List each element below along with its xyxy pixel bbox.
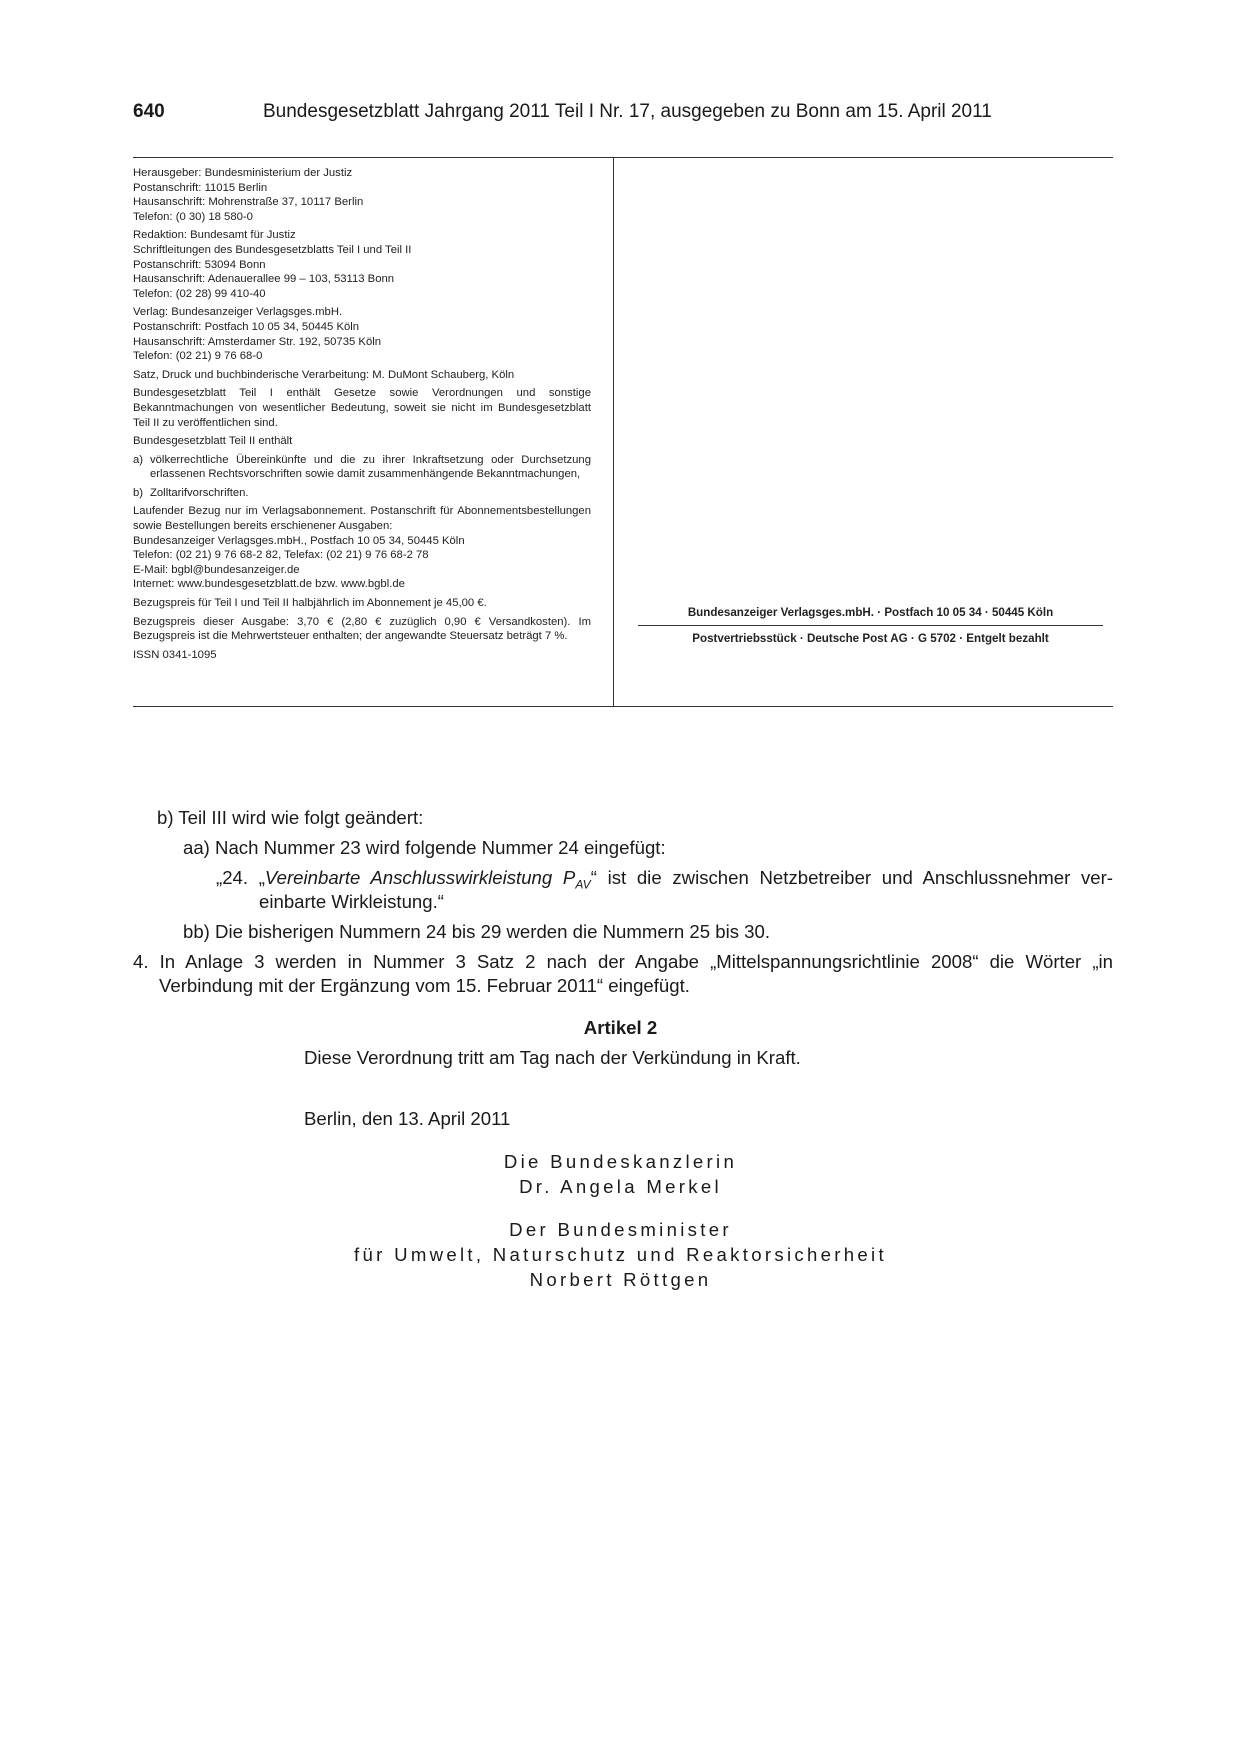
running-title: Bundesgesetzblatt Jahrgang 2011 Teil I Nr. 17, ausgegeben zu Bonn am 15. April 2011 <box>263 101 992 122</box>
imprint-box <box>133 157 1113 707</box>
signature-minister-portfolio: für Umwelt, Naturschutz und Reaktorsicherheit <box>354 1244 887 1265</box>
amendment-item-bb: bb) Die bisherigen Nummern 24 bis 29 werden die Nummern 25 bis 30. <box>183 921 771 942</box>
imprint-teil2-item: a) völkerrechtliche Übereinkünfte und die zu ihrer Inkraftsetzung oder Durchsetzung erlassenen Rechtsvorschriften sowie damit zusammenhängende Bekanntmachungen, <box>133 453 591 481</box>
imprint-printing: Satz, Druck und buchbinderische Verarbeitung: M. DuMont Schauberg, Köln <box>133 368 515 381</box>
amendment-item-4: 4. In Anlage 3 werden in Nummer 3 Satz 2 nach der Angabe „Mittelspannungsrichtlinie 2008“ die Wörter „in <box>133 951 1113 972</box>
imprint-verlag: Verlag: Bundesanzeiger Verlagsges.mbH. Postanschrift: Postfach 10 05 34, 50445 Köln Hausanschrift: Amsterdamer Str. 192, 50735 Köln Telefon: (02 21) 9 76 68-0 <box>133 306 382 363</box>
signature-minister-title: Der Bundesminister <box>509 1219 732 1240</box>
article-text: Diese Verordnung tritt am Tag nach der Verkündung in Kraft. <box>304 1047 801 1068</box>
imprint-teil1-contents: Bundesgesetzblatt Teil I enthält Gesetze sowie Verordnungen und sonstige Bekanntmachungen von wesentlicher Bedeutung, soweit sie nicht im Bundesgesetzblatt Teil II zu veröffentlichen sind. <box>133 387 591 429</box>
quoted-definition-continued: einbarte Wirkleistung.“ <box>259 891 444 912</box>
imprint-editorial: Redaktion: Bundesamt für Justiz Schriftleitungen des Bundesgesetzblatts Teil I und Teil II Postanschrift: 53094 Bonn Hausanschrift: Adenauerallee 99 – 103, 53113 Bonn Telefon: (02 28) 99 410-40 <box>133 229 412 300</box>
article-heading: Artikel 2 <box>583 1017 658 1038</box>
signature-minister-name: Norbert Röttgen <box>529 1269 712 1290</box>
imprint-publisher: Herausgeber: Bundesministerium der Justiz Postanschrift: 11015 Berlin Hausanschrift: Mohrenstraße 37, 10117 Berlin Telefon: (0 30) 18 580-0 <box>133 167 364 223</box>
postal-block <box>638 606 1103 645</box>
quoted-definition: „24. „Vereinbarte Anschlusswirkleistung $P_{AV}“$ ist die zwischen Netzbetreiber und Anschlussnehmer ver- <box>216 867 1113 892</box>
postal-line: Postvertriebsstück · Deutsche Post AG · G 5702 · Entgelt bezahlt <box>692 632 1049 645</box>
signature-chancellor-name: Dr. Angela Merkel <box>519 1176 722 1197</box>
imprint-divider <box>613 158 614 706</box>
amendment-item-4-continued: Verbindung mit der Ergänzung vom 15. Februar 2011“ eingefügt. <box>159 975 690 996</box>
imprint-details <box>133 166 591 666</box>
imprint-teil2-intro: Bundesgesetzblatt Teil II enthält <box>133 435 293 448</box>
imprint-subscription: Laufender Bezug nur im Verlagsabonnement. Postanschrift für Abonnementsbestellungen sowie Bestellungen bereits erschienener Ausgaben: Bundesanzeiger Verlagsges.mbH., Postfach 10 05 34, 50445 Köln Telefon: (02 21) 9 76 68-2 82, Telefax: (02 21) 9 76 68-2 78 E-Mail: bgbl@bundesanzeiger.de Internet: www.bundesgesetzblatt.de bzw. www.bgbl.de <box>133 505 591 591</box>
imprint-teil2-item: b) Zolltarifvorschriften. <box>133 486 249 499</box>
amendment-item-aa: aa) Nach Nummer 23 wird folgende Nummer 24 eingefügt: <box>183 837 666 858</box>
imprint-issn: ISSN 0341-1095 <box>133 648 217 661</box>
page-number: 640 <box>133 101 165 122</box>
amendment-item-b: b) Teil III wird wie folgt geändert: <box>157 807 424 828</box>
signature-chancellor-title: Die Bundeskanzlerin <box>503 1151 738 1172</box>
place-date: Berlin, den 13. April 2011 <box>304 1108 511 1129</box>
imprint-price-issue: Bezugspreis dieser Ausgabe: 3,70 € (2,80 € zuzüglich 0,90 € Versandkosten). Im Bezugspreis ist die Mehrwertsteuer enthalten; der angewandte Steuersatz beträgt 7 %. <box>133 615 591 643</box>
imprint-price-half-year: Bezugspreis für Teil I und Teil II halbjährlich im Abonnement je 45,00 €. <box>133 597 487 610</box>
publisher-address-line: Bundesanzeiger Verlagsges.mbH. · Postfach 10 05 34 · 50445 Köln <box>638 606 1103 626</box>
